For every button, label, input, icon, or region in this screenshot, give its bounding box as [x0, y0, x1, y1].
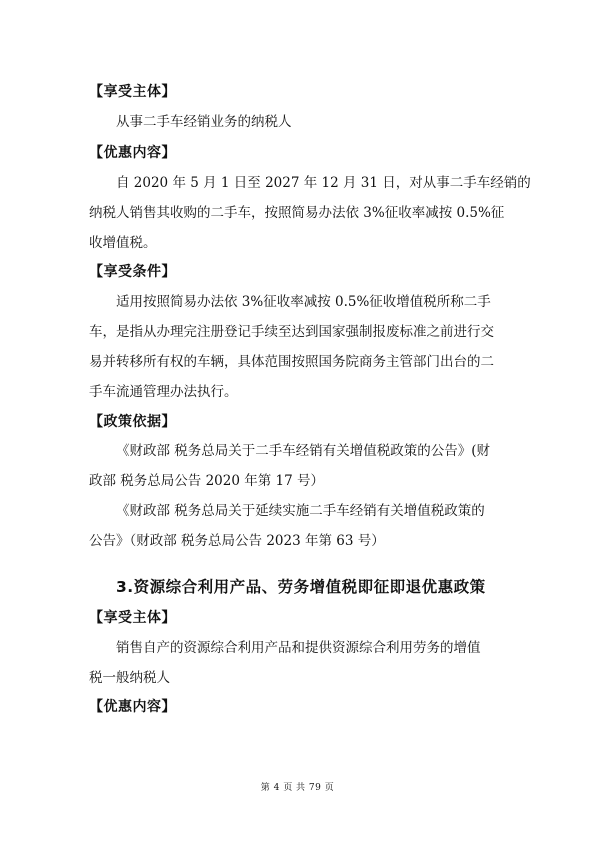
section-heading-conditions: 【享受条件】: [89, 264, 176, 280]
paragraph-line: 公告》（财政部 税务总局公告 2023 年第 63 号）: [89, 533, 385, 549]
paragraph-line: 纳税人销售其收购的二手车，按照简易办法依 3%征收率减按 0.5%征: [89, 205, 505, 221]
section-heading-eligible-subject: 【享受主体】: [89, 84, 176, 100]
page-number-footer: 第 4 页 共 79 页: [260, 783, 335, 793]
paragraph-line: 自 2020 年 5 月 1 日至 2027 年 12 月 31 日，对从事二手车经销的: [116, 175, 531, 191]
paragraph-line: 收增值税。: [89, 235, 157, 251]
section-heading-policy-basis: 【政策依据】: [89, 414, 176, 430]
paragraph-line: 政部 税务总局公告 2020 年第 17 号）: [89, 473, 324, 489]
paragraph-line: 税一般纳税人: [89, 670, 170, 686]
section-heading-eligible-subject: 【享受主体】: [89, 610, 176, 626]
section-heading-preferential-content: 【优惠内容】: [89, 699, 176, 715]
paragraph-line: 手车流通管理办法执行。: [89, 384, 238, 400]
paragraph-line: 易并转移所有权的车辆，具体范围按照国务院商务主管部门出台的二: [89, 354, 494, 370]
paragraph-line: 《财政部 税务总局关于延续实施二手车经销有关增值税政策的: [116, 503, 485, 519]
paragraph-line: 从事二手车经销业务的纳税人: [116, 114, 292, 130]
subsection-title: 3.资源综合利用产品、劳务增值税即征即退优惠政策: [116, 578, 486, 596]
paragraph-line: 适用按照简易办法依 3%征收率减按 0.5%征收增值税所称二手: [116, 294, 491, 310]
paragraph-line: 销售自产的资源综合利用产品和提供资源综合利用劳务的增值: [116, 640, 481, 656]
paragraph-line: 《财政部 税务总局关于二手车经销有关增值税政策的公告》(财: [116, 443, 491, 459]
paragraph-line: 车，是指从办理完注册登记手续至达到国家强制报废标准之前进行交: [89, 324, 494, 340]
section-heading-preferential-content: 【优惠内容】: [89, 145, 176, 161]
